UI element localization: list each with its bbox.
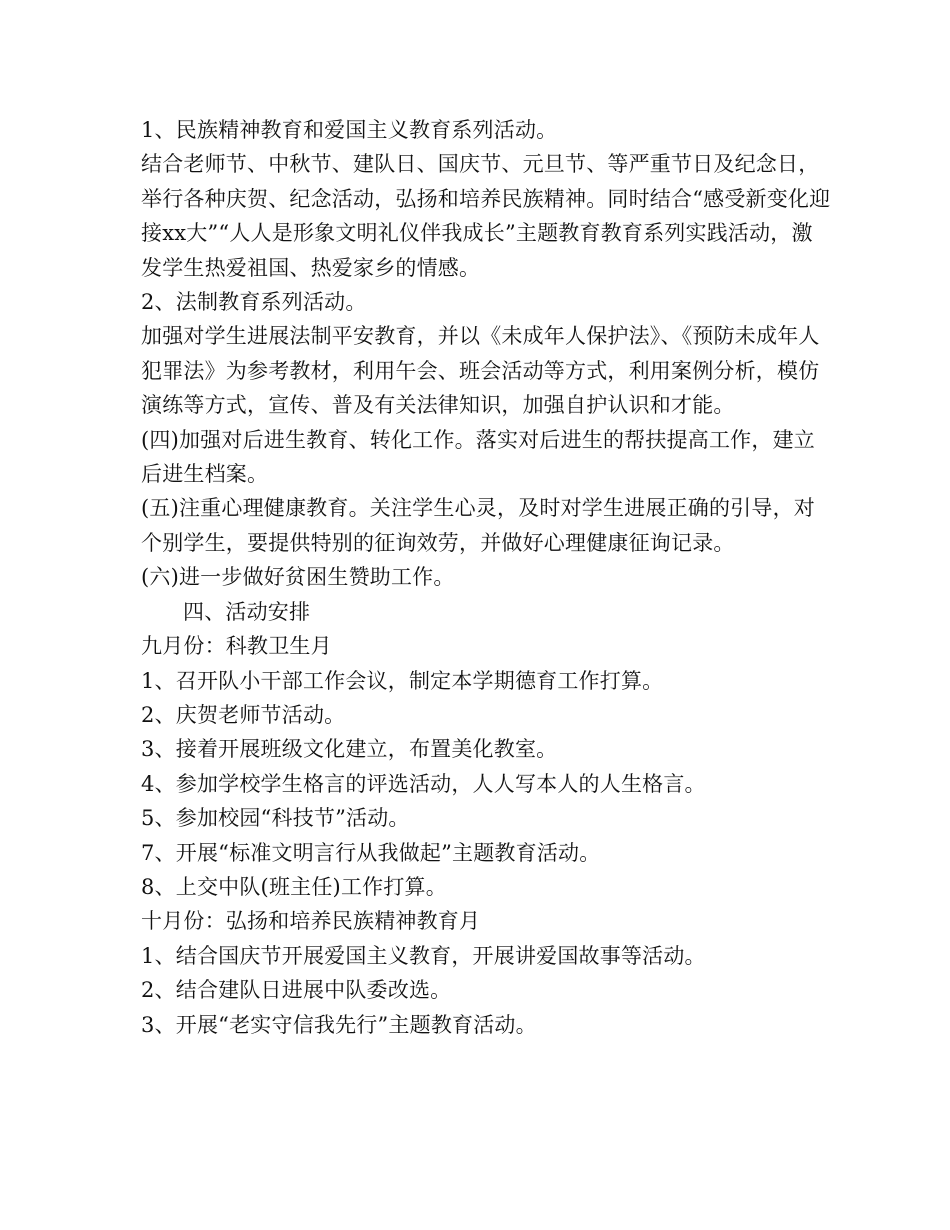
list-item: 1、召开队小干部工作会议，制定本学期德育工作打算。 (141, 668, 664, 693)
month-heading: 十月份：弘扬和培养民族精神教育月 (141, 909, 481, 934)
document-body (141, 113, 831, 1042)
list-item: 2、庆贺老师节活动。 (141, 702, 346, 727)
list-item: 8、上交中队(班主任)工作打算。 (141, 874, 447, 899)
section-heading: 四、活动安排 (183, 599, 311, 624)
list-item: 1、结合国庆节开展爱国主义教育，开展讲爱国故事等活动。 (141, 943, 706, 968)
list-item-heading: 2、法制教育系列活动。 (141, 290, 367, 315)
paragraph: 加强对学生进展法制平安教育，并以《未成年人保护法》、《预防未成年人犯罪法》为参考教材，利用午会、班会活动等方式，利用案例分析，模仿演练等方式，宣传、普及有关法律知识，加强自护认识和才能。 (141, 324, 820, 418)
month-heading: 九月份：科教卫生月 (141, 634, 332, 659)
paragraph: (四)加强对后进生教育、转化工作。落实对后进生的帮扶提高工作，建立后进生档案。 (141, 427, 815, 487)
list-item-heading: 1、民族精神教育和爱国主义教育系列活动。 (141, 118, 558, 142)
list-item: 7、开展“标准文明言行从我做起”主题教育活动。 (141, 840, 601, 865)
list-item: 4、参加学校学生格言的评选活动，人人写本人的人生格言。 (141, 771, 706, 796)
list-item: 3、开展“老实守信我先行”主题教育活动。 (141, 1012, 537, 1037)
list-item: 5、参加校园“科技节”活动。 (141, 806, 410, 831)
list-item: 3、接着开展班级文化建立，布置美化教室。 (141, 737, 558, 762)
list-item: 2、结合建队日进展中队委改选。 (141, 978, 452, 1003)
paragraph: (六)进一步做好贫困生赞助工作。 (141, 565, 455, 590)
paragraph: (五)注重心理健康教育。关注学生心灵，及时对学生进展正确的引导，对个别学生，要提供特别的征询效劳，并做好心理健康征询记录。 (141, 496, 815, 555)
paragraph: 结合老师节、中秋节、建队日、国庆节、元旦节、等严重节日及纪念日，举行各种庆贺、纪念活动，弘扬和培养民族精神。同时结合“感受新变化迎接xx大”“人人是形象文明礼仪伴我成长”主题教育教育系列实践活动，激发学生热爱祖国、热爱家乡的情感。 (141, 152, 831, 280)
